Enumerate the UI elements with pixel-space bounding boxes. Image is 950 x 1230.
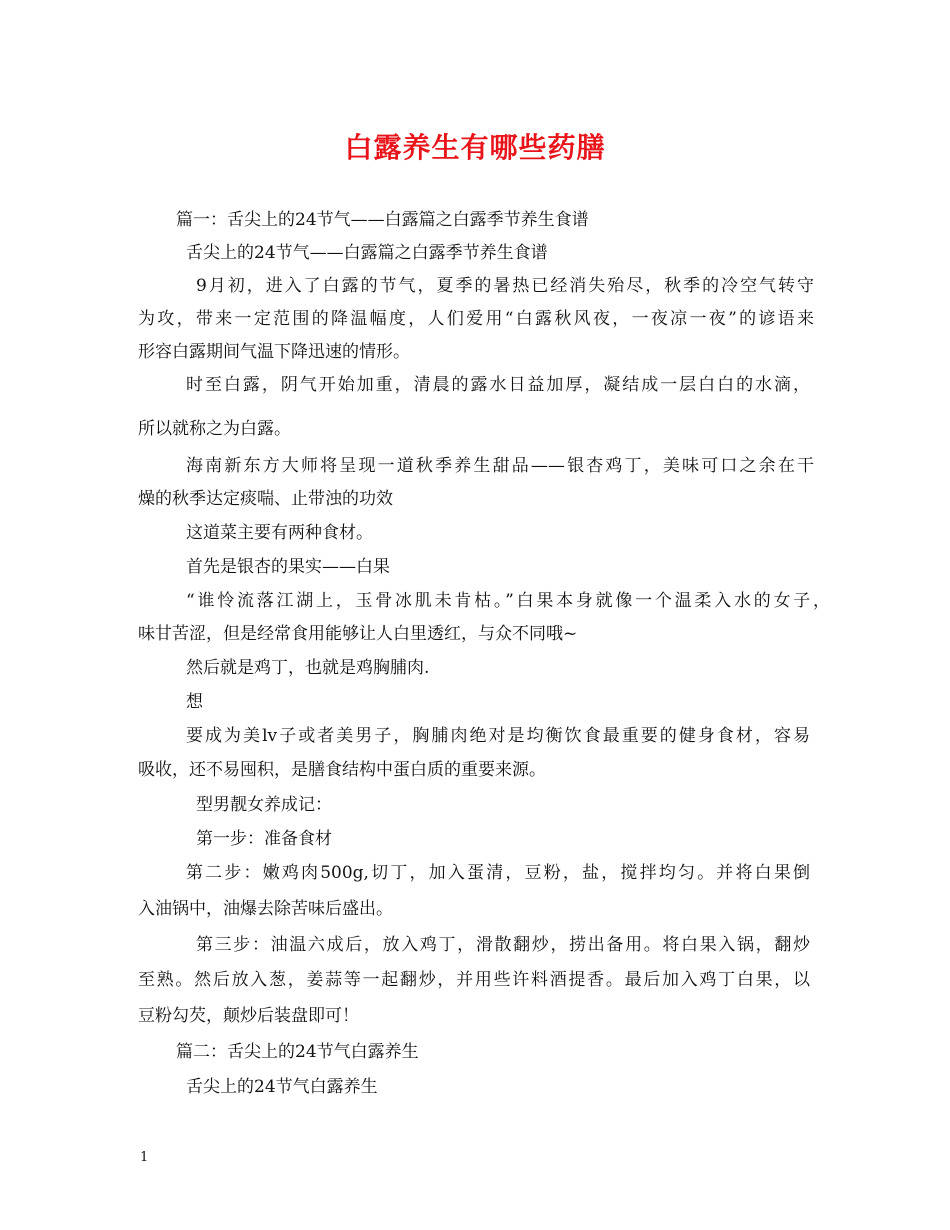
text-line: 第一步：准备食材 [196,829,332,849]
text-line: 第三步：油温六成后，放入鸡丁，滑散翻炒，捞出备用。将白果入锅，翻炒 [196,935,810,955]
text-line: 入油锅中，油爆去除苦味后盛出。 [138,899,393,919]
page-number: 1 [140,1150,149,1165]
text-line: 形容白露期间气温下降迅速的情形。 [138,342,410,362]
text-line: 所以就称之为白露。 [138,419,291,439]
text-line: 舌尖上的24节气白露养生 [186,1077,378,1097]
text-line: 然后就是鸡丁，也就是鸡胸脯肉. [186,658,430,678]
text-line: 海南新东方大师将呈现一道秋季养生甜品——银杏鸡丁，美味可口之余在干 [186,456,814,476]
text-line: 至熟。然后放入葱，姜蒜等一起翻炒，并用些许料酒提香。最后加入鸡丁白果，以 [138,970,810,990]
text-line: 要成为美lv子或者美男子，胸脯肉绝对是均衡饮食最重要的健身食材，容易 [186,726,810,746]
text-line: 舌尖上的24节气——白露篇之白露季节养生食谱 [186,243,548,263]
text-line: 味甘苦涩，但是经常食用能够让人白里透红，与众不同哦~ [138,624,578,644]
text-line: 这道菜主要有两种食材。 [186,523,373,543]
document-title: 白露养生有哪些药膳 [344,131,606,164]
text-line: 型男靓女养成记： [196,795,332,815]
text-line: 豆粉勾芡，颠炒后装盘即可！ [138,1006,359,1026]
text-line: “谁怜流落江湖上，玉骨冰肌未肯枯。”白果本身就像一个温柔入水的女子， [186,591,830,611]
text-line: 篇一：舌尖上的24节气——白露篇之白露季节养生食谱 [176,210,589,230]
text-line: 9月初，进入了白露的节气，夏季的暑热已经消失殆尽，秋季的冷空气转守 [196,276,814,296]
text-line: 为攻，带来一定范围的降温幅度，人们爱用“白露秋风夜，一夜凉一夜”的谚语来 [138,309,814,329]
text-line: 第二步：嫩鸡肉500g,切丁，加入蛋清，豆粉，盐，搅拌均匀。并将白果倒 [186,863,810,883]
text-line: 篇二：舌尖上的24节气白露养生 [176,1042,419,1062]
text-line: 首先是银杏的果实——白果 [186,557,390,577]
text-line: 时至白露，阴气开始加重，清晨的露水日益加厚，凝结成一层白白的水滴， [186,375,810,395]
text-line: 想 [186,692,203,712]
text-line: 燥的秋季达定痰喘、止带浊的功效 [138,489,393,509]
text-line: 吸收，还不易囤积，是膳食结构中蛋白质的重要来源。 [138,760,546,780]
